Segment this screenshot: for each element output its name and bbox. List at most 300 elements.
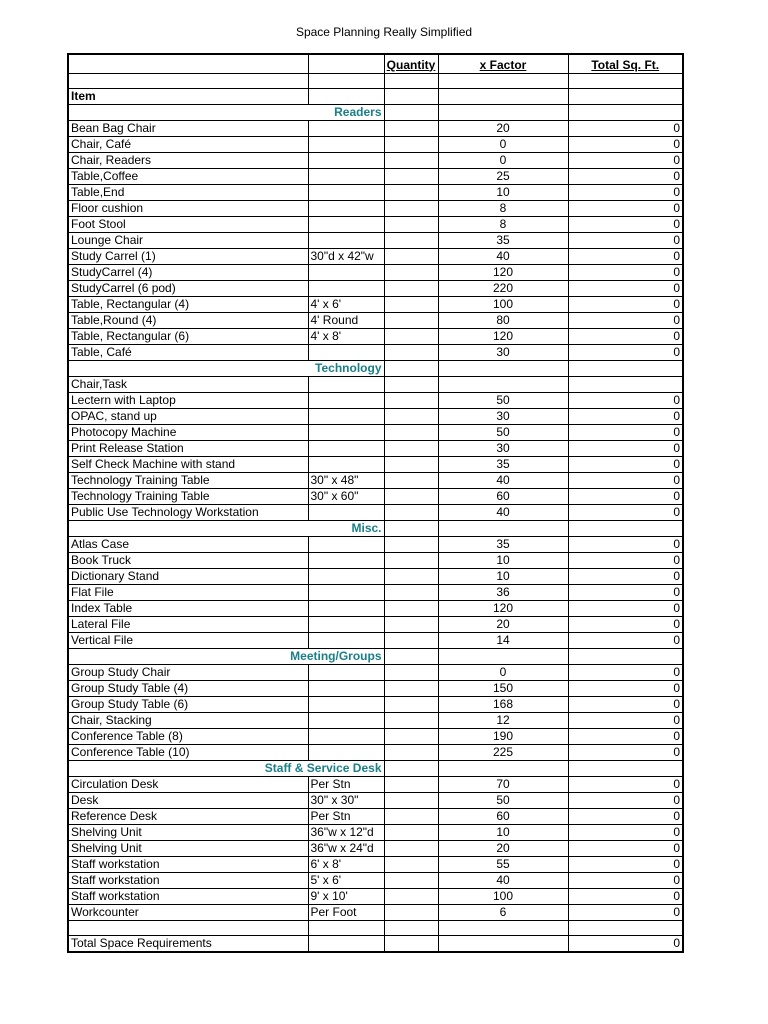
total-sqft-value: 0 xyxy=(568,488,683,504)
factor-value xyxy=(438,376,568,392)
total-sqft-value: 0 xyxy=(568,728,683,744)
cell xyxy=(384,648,438,664)
quantity-cell xyxy=(384,280,438,296)
cell xyxy=(438,648,568,664)
quantity-cell xyxy=(384,856,438,872)
item-name: Table, Café xyxy=(68,344,308,360)
item-name: Study Carrel (1) xyxy=(68,248,308,264)
header-total: Total Sq. Ft. xyxy=(568,54,683,73)
item-size: 9' x 10' xyxy=(308,888,384,904)
factor-value: 0 xyxy=(438,664,568,680)
factor-value: 36 xyxy=(438,584,568,600)
item-size xyxy=(308,568,384,584)
item-name: Index Table xyxy=(68,600,308,616)
item-name: Photocopy Machine xyxy=(68,424,308,440)
item-name: Dictionary Stand xyxy=(68,568,308,584)
quantity-cell xyxy=(384,824,438,840)
item-name: Reference Desk xyxy=(68,808,308,824)
factor-value: 12 xyxy=(438,712,568,728)
factor-value: 10 xyxy=(438,184,568,200)
item-name: Staff workstation xyxy=(68,888,308,904)
quantity-cell xyxy=(384,728,438,744)
cell xyxy=(438,73,568,88)
factor-value: 50 xyxy=(438,392,568,408)
cell xyxy=(308,88,384,104)
total-sqft-value: 0 xyxy=(568,888,683,904)
factor-value: 190 xyxy=(438,728,568,744)
factor-value: 40 xyxy=(438,472,568,488)
quantity-cell xyxy=(384,696,438,712)
factor-value: 40 xyxy=(438,504,568,520)
header-factor: x Factor xyxy=(438,54,568,73)
total-sqft-value: 0 xyxy=(568,504,683,520)
quantity-cell xyxy=(384,264,438,280)
item-size: 4' x 6' xyxy=(308,296,384,312)
total-sqft-value: 0 xyxy=(568,680,683,696)
table-row xyxy=(68,232,683,248)
factor-value: 25 xyxy=(438,168,568,184)
total-sqft-value: 0 xyxy=(568,264,683,280)
total-sqft-value: 0 xyxy=(568,824,683,840)
table-row xyxy=(68,168,683,184)
cell xyxy=(438,520,568,536)
factor-value: 20 xyxy=(438,120,568,136)
table-row xyxy=(68,248,683,264)
section-row xyxy=(68,360,683,376)
header-quantity: Quantity xyxy=(384,54,438,73)
quantity-cell xyxy=(384,312,438,328)
cell xyxy=(308,920,384,935)
total-sqft-value: 0 xyxy=(568,120,683,136)
table-row xyxy=(68,504,683,520)
header-row xyxy=(68,54,683,73)
quantity-cell xyxy=(384,456,438,472)
factor-value: 100 xyxy=(438,888,568,904)
quantity-cell xyxy=(384,216,438,232)
total-sqft-value: 0 xyxy=(568,936,683,953)
total-sqft-value: 0 xyxy=(568,216,683,232)
table-row xyxy=(68,392,683,408)
total-sqft-value: 0 xyxy=(568,296,683,312)
cell xyxy=(568,520,683,536)
item-size: 4' x 8' xyxy=(308,328,384,344)
item-size xyxy=(308,136,384,152)
item-size xyxy=(308,264,384,280)
cell xyxy=(68,920,308,935)
total-sqft-value: 0 xyxy=(568,776,683,792)
cell xyxy=(384,920,438,935)
total-sqft-value: 0 xyxy=(568,856,683,872)
item-name: Desk xyxy=(68,792,308,808)
total-sqft-value: 0 xyxy=(568,792,683,808)
total-sqft-value: 0 xyxy=(568,712,683,728)
quantity-cell xyxy=(384,424,438,440)
table-row xyxy=(68,312,683,328)
total-sqft-value: 0 xyxy=(568,872,683,888)
quantity-cell xyxy=(384,552,438,568)
item-size xyxy=(308,392,384,408)
table-row xyxy=(68,584,683,600)
cell xyxy=(568,73,683,88)
table-row xyxy=(68,440,683,456)
item-name: Lateral File xyxy=(68,616,308,632)
quantity-cell xyxy=(384,536,438,552)
table-row xyxy=(68,536,683,552)
table-row xyxy=(68,488,683,504)
space-planning-table xyxy=(67,53,684,953)
item-name: Vertical File xyxy=(68,632,308,648)
total-sqft-value: 0 xyxy=(568,184,683,200)
cell xyxy=(438,104,568,120)
item-name: Staff workstation xyxy=(68,856,308,872)
total-sqft-value: 0 xyxy=(568,632,683,648)
header-cell-blank xyxy=(68,54,308,73)
item-name: OPAC, stand up xyxy=(68,408,308,424)
quantity-cell xyxy=(384,872,438,888)
quantity-cell xyxy=(384,472,438,488)
factor-value: 100 xyxy=(438,296,568,312)
item-size xyxy=(308,200,384,216)
table-row xyxy=(68,632,683,648)
table-row xyxy=(68,152,683,168)
table-row xyxy=(68,344,683,360)
factor-value: 6 xyxy=(438,904,568,920)
item-size: 6' x 8' xyxy=(308,856,384,872)
item-name: Public Use Technology Workstation xyxy=(68,504,308,520)
factor-value: 8 xyxy=(438,200,568,216)
section-label: Readers xyxy=(68,104,384,120)
quantity-cell xyxy=(384,120,438,136)
header-cell-blank xyxy=(308,54,384,73)
quantity-cell xyxy=(384,600,438,616)
quantity-cell xyxy=(384,616,438,632)
item-size xyxy=(308,376,384,392)
quantity-cell xyxy=(384,888,438,904)
quantity-cell xyxy=(384,568,438,584)
quantity-cell xyxy=(384,488,438,504)
cell xyxy=(384,360,438,376)
total-sqft-value: 0 xyxy=(568,472,683,488)
quantity-cell xyxy=(384,792,438,808)
item-size xyxy=(308,616,384,632)
quantity-cell xyxy=(384,664,438,680)
cell xyxy=(568,648,683,664)
item-size: 36"w x 12"d xyxy=(308,824,384,840)
item-name: Table,Round (4) xyxy=(68,312,308,328)
section-label: Meeting/Groups xyxy=(68,648,384,664)
item-name: Book Truck xyxy=(68,552,308,568)
total-sqft-value: 0 xyxy=(568,584,683,600)
item-size xyxy=(308,504,384,520)
factor-value: 120 xyxy=(438,264,568,280)
total-sqft-value: 0 xyxy=(568,312,683,328)
item-name: Group Study Table (6) xyxy=(68,696,308,712)
item-size: Per Foot xyxy=(308,904,384,920)
quantity-cell xyxy=(384,744,438,760)
table-row xyxy=(68,408,683,424)
total-sqft-value: 0 xyxy=(568,392,683,408)
factor-value: 10 xyxy=(438,568,568,584)
section-label: Staff & Service Desk xyxy=(68,760,384,776)
total-sqft-value: 0 xyxy=(568,328,683,344)
cell xyxy=(438,88,568,104)
quantity-cell xyxy=(384,776,438,792)
total-sqft-value: 0 xyxy=(568,904,683,920)
factor-value: 30 xyxy=(438,344,568,360)
item-name: Foot Stool xyxy=(68,216,308,232)
item-size xyxy=(308,552,384,568)
factor-value: 35 xyxy=(438,456,568,472)
item-name: Atlas Case xyxy=(68,536,308,552)
table-row xyxy=(68,712,683,728)
factor-value: 20 xyxy=(438,616,568,632)
total-sqft-value: 0 xyxy=(568,664,683,680)
factor-value: 70 xyxy=(438,776,568,792)
factor-value: 10 xyxy=(438,824,568,840)
factor-value: 8 xyxy=(438,216,568,232)
blank-row xyxy=(68,920,683,935)
item-size xyxy=(308,408,384,424)
factor-value: 0 xyxy=(438,152,568,168)
table-row xyxy=(68,456,683,472)
cell xyxy=(384,104,438,120)
total-sqft-value: 0 xyxy=(568,232,683,248)
factor-value: 50 xyxy=(438,792,568,808)
factor-value: 40 xyxy=(438,872,568,888)
quantity-cell xyxy=(384,408,438,424)
table-row xyxy=(68,328,683,344)
table-row xyxy=(68,200,683,216)
page-title: Space Planning Really Simplified xyxy=(295,25,473,39)
table-row xyxy=(68,904,683,920)
factor-value: 14 xyxy=(438,632,568,648)
quantity-cell xyxy=(384,584,438,600)
item-size xyxy=(308,680,384,696)
factor-value: 35 xyxy=(438,232,568,248)
table-row xyxy=(68,856,683,872)
quantity-cell xyxy=(384,632,438,648)
item-size xyxy=(308,216,384,232)
table-row xyxy=(68,136,683,152)
cell xyxy=(384,73,438,88)
table-row xyxy=(68,120,683,136)
item-size xyxy=(308,936,384,953)
item-size xyxy=(308,696,384,712)
quantity-cell xyxy=(384,152,438,168)
item-size: Per Stn xyxy=(308,808,384,824)
cell xyxy=(308,73,384,88)
table-row xyxy=(68,744,683,760)
item-name: Shelving Unit xyxy=(68,824,308,840)
total-sqft-value: 0 xyxy=(568,344,683,360)
factor-value: 10 xyxy=(438,552,568,568)
table-row xyxy=(68,664,683,680)
item-size: 30" x 48" xyxy=(308,472,384,488)
item-name: Technology Training Table xyxy=(68,472,308,488)
table-row xyxy=(68,296,683,312)
item-size: 4' Round xyxy=(308,312,384,328)
quantity-cell xyxy=(384,680,438,696)
item-name: Flat File xyxy=(68,584,308,600)
item-size: 36"w x 24"d xyxy=(308,840,384,856)
total-sqft-value: 0 xyxy=(568,440,683,456)
section-label: Technology xyxy=(68,360,384,376)
item-name: Floor cushion xyxy=(68,200,308,216)
quantity-cell xyxy=(384,440,438,456)
factor-value: 150 xyxy=(438,680,568,696)
quantity-cell xyxy=(384,296,438,312)
quantity-cell xyxy=(384,248,438,264)
total-sqft-value: 0 xyxy=(568,696,683,712)
item-name: Technology Training Table xyxy=(68,488,308,504)
table-row xyxy=(68,472,683,488)
item-name: Chair,Task xyxy=(68,376,308,392)
cell xyxy=(568,360,683,376)
quantity-cell xyxy=(384,344,438,360)
factor-value: 30 xyxy=(438,440,568,456)
quantity-cell xyxy=(384,136,438,152)
item-size: 30" x 60" xyxy=(308,488,384,504)
factor-value: 55 xyxy=(438,856,568,872)
cell xyxy=(568,760,683,776)
item-size xyxy=(308,600,384,616)
item-size xyxy=(308,168,384,184)
item-size xyxy=(308,120,384,136)
item-size xyxy=(308,584,384,600)
table-row xyxy=(68,808,683,824)
table-row xyxy=(68,600,683,616)
table-row xyxy=(68,792,683,808)
total-sqft-value: 0 xyxy=(568,552,683,568)
quantity-cell xyxy=(384,904,438,920)
item-size xyxy=(308,344,384,360)
item-header-row xyxy=(68,88,683,104)
factor-value: 120 xyxy=(438,600,568,616)
quantity-cell xyxy=(384,840,438,856)
factor-value: 120 xyxy=(438,328,568,344)
table-row xyxy=(68,680,683,696)
item-name: Self Check Machine with stand xyxy=(68,456,308,472)
item-name: Table, Rectangular (6) xyxy=(68,328,308,344)
total-sqft-value: 0 xyxy=(568,152,683,168)
table-row xyxy=(68,184,683,200)
factor-value: 60 xyxy=(438,488,568,504)
table-row xyxy=(68,552,683,568)
item-size xyxy=(308,536,384,552)
table-row xyxy=(68,728,683,744)
item-size xyxy=(308,712,384,728)
item-size xyxy=(308,440,384,456)
quantity-cell xyxy=(384,200,438,216)
section-label: Misc. xyxy=(68,520,384,536)
item-size xyxy=(308,280,384,296)
table-row xyxy=(68,376,683,392)
total-sqft-value: 0 xyxy=(568,600,683,616)
quantity-cell xyxy=(384,232,438,248)
blank-row xyxy=(68,73,683,88)
total-sqft-value: 0 xyxy=(568,456,683,472)
cell xyxy=(384,760,438,776)
table-row xyxy=(68,616,683,632)
quantity-cell xyxy=(384,328,438,344)
factor-value: 35 xyxy=(438,536,568,552)
cell xyxy=(438,760,568,776)
table-row xyxy=(68,840,683,856)
factor-value: 168 xyxy=(438,696,568,712)
table-row xyxy=(68,872,683,888)
item-name: Lounge Chair xyxy=(68,232,308,248)
cell xyxy=(384,88,438,104)
total-sqft-value: 0 xyxy=(568,424,683,440)
item-name: Bean Bag Chair xyxy=(68,120,308,136)
cell xyxy=(438,360,568,376)
cell xyxy=(568,920,683,935)
quantity-cell xyxy=(384,392,438,408)
table-row xyxy=(68,696,683,712)
item-name: Group Study Chair xyxy=(68,664,308,680)
item-size xyxy=(308,744,384,760)
item-size xyxy=(308,632,384,648)
cell xyxy=(68,73,308,88)
table-row xyxy=(68,280,683,296)
item-name: Circulation Desk xyxy=(68,776,308,792)
total-sqft-value: 0 xyxy=(568,136,683,152)
factor-value: 0 xyxy=(438,136,568,152)
total-sqft-value: 0 xyxy=(568,408,683,424)
table-row xyxy=(68,936,683,953)
item-name: Conference Table (8) xyxy=(68,728,308,744)
table-row xyxy=(68,216,683,232)
item-size xyxy=(308,152,384,168)
item-size xyxy=(308,456,384,472)
item-name: Chair, Readers xyxy=(68,152,308,168)
total-sqft-value: 0 xyxy=(568,280,683,296)
item-name: Lectern with Laptop xyxy=(68,392,308,408)
cell xyxy=(568,88,683,104)
item-name: Total Space Requirements xyxy=(68,936,308,953)
item-name: Shelving Unit xyxy=(68,840,308,856)
section-row xyxy=(68,648,683,664)
quantity-cell xyxy=(384,504,438,520)
item-name: Group Study Table (4) xyxy=(68,680,308,696)
item-name: StudyCarrel (6 pod) xyxy=(68,280,308,296)
item-size xyxy=(308,728,384,744)
total-sqft-value xyxy=(568,376,683,392)
factor-value: 80 xyxy=(438,312,568,328)
cell xyxy=(384,520,438,536)
quantity-cell xyxy=(384,376,438,392)
total-sqft-value: 0 xyxy=(568,616,683,632)
factor-value: 40 xyxy=(438,248,568,264)
quantity-cell xyxy=(384,936,438,953)
total-sqft-value: 0 xyxy=(568,840,683,856)
item-name: Staff workstation xyxy=(68,872,308,888)
item-size: 5' x 6' xyxy=(308,872,384,888)
section-row xyxy=(68,104,683,120)
quantity-cell xyxy=(384,168,438,184)
item-size xyxy=(308,184,384,200)
item-name: Chair, Café xyxy=(68,136,308,152)
table-row xyxy=(68,776,683,792)
factor-value: 220 xyxy=(438,280,568,296)
table-row xyxy=(68,568,683,584)
cell xyxy=(438,920,568,935)
total-sqft-value: 0 xyxy=(568,248,683,264)
item-size: 30"d x 42"w xyxy=(308,248,384,264)
table-row xyxy=(68,264,683,280)
table-row xyxy=(68,824,683,840)
item-name: Chair, Stacking xyxy=(68,712,308,728)
